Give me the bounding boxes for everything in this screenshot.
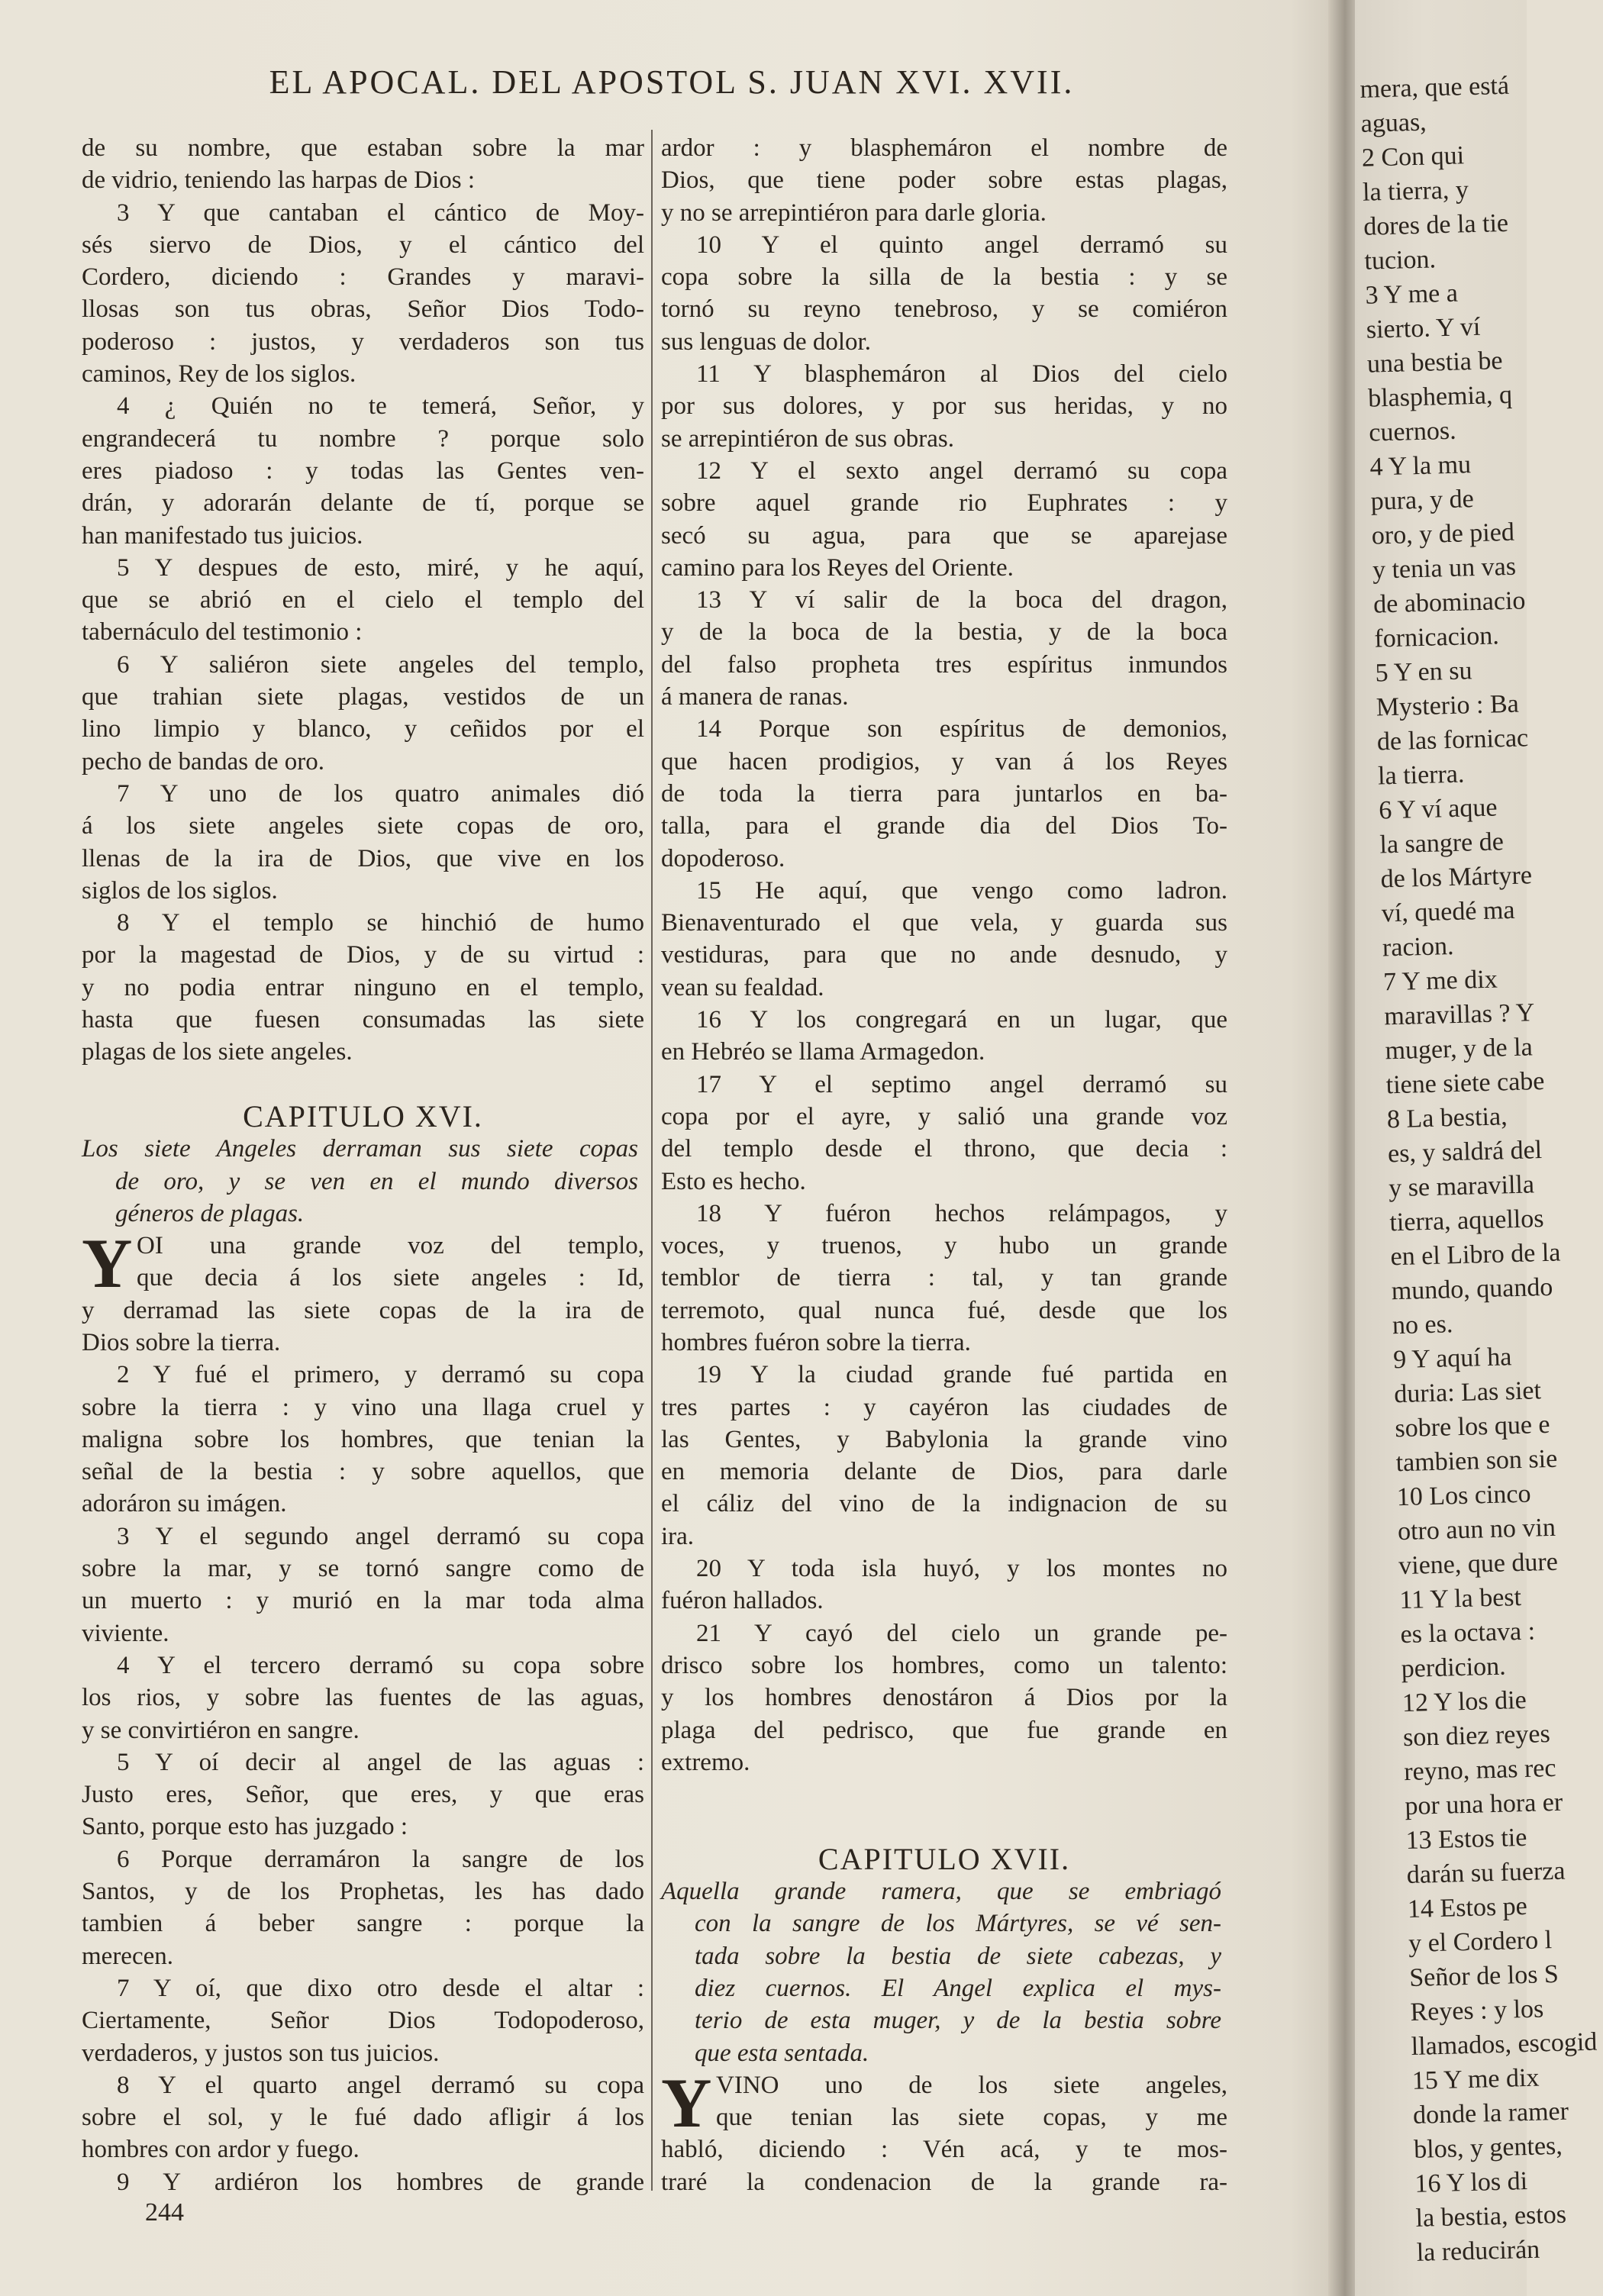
- verse-paragraph: [82, 1359, 644, 1520]
- text-line: eres piadoso : y todas las Gentes ven-: [82, 456, 644, 485]
- text-line: 13 Estos tie: [1405, 1823, 1527, 1856]
- text-line: sobre aquel grande rio Euphrates : y: [661, 489, 1227, 518]
- blank-space: [661, 1778, 1227, 1811]
- book-gutter: [1328, 0, 1359, 2296]
- text-line: Justo eres, Señor, que eres, y que eras: [82, 1781, 644, 1809]
- text-line: sobre la tierra : y vino una llaga cruel y: [82, 1393, 644, 1421]
- verse-paragraph: [82, 1224, 644, 1359]
- text-line: diez cuernos. El Angel explica el mys-: [695, 1974, 1221, 2002]
- verse-paragraph: [661, 455, 1227, 584]
- text-line: de oro, y se ven en el mundo diversos: [115, 1167, 638, 1195]
- text-line: del falso propheta tres espíritus inmundos: [661, 650, 1227, 679]
- text-line: Los siete Angeles derraman sus siete copas: [82, 1135, 638, 1163]
- text-line: y tenia un vas: [1372, 552, 1517, 585]
- text-line: 12 Y el sexto angel derramó su copa: [696, 456, 1227, 485]
- chapter-heading: CAPITULO XVII.: [818, 1841, 1071, 1876]
- text-line: terremoto, qual nunca fué, desde que los: [661, 1296, 1227, 1324]
- text-line: 7 Y uno de los quatro animales dió: [117, 779, 644, 808]
- text-line: 11 Y la best: [1398, 1582, 1522, 1615]
- verse-paragraph: [82, 1843, 644, 1972]
- verse-paragraph: [82, 2166, 644, 2198]
- text-line: drán, y adorarán delante de tí, porque se: [82, 489, 644, 518]
- text-line: voces, y truenos, y hubo un grande: [661, 1232, 1227, 1260]
- page-number: 244: [145, 2198, 184, 2227]
- text-line: 9 Y aquí ha: [1392, 1343, 1512, 1375]
- text-line: 7 Y oí, que dixo otro desde el altar :: [117, 1974, 644, 2002]
- text-line: de abominacio: [1372, 586, 1526, 619]
- text-line: Aquella grande ramera, que se embriagó: [661, 1878, 1221, 1906]
- text-line: y de la boca de la bestia, y de la boca: [661, 618, 1227, 647]
- text-line: 21 Y cayó del cielo un grande pe-: [696, 1619, 1227, 1647]
- verse-paragraph: [661, 1198, 1227, 1359]
- text-line: ira.: [661, 1522, 695, 1550]
- text-line: 3 Y el segundo angel derramó su copa: [117, 1522, 644, 1550]
- text-line: tabernáculo del testimonio :: [82, 618, 363, 647]
- text-line: por una hora er: [1405, 1788, 1563, 1821]
- text-line: copa por el ayre, y salió una grande voz: [661, 1102, 1227, 1130]
- text-line: 2 Y fué el primero, y derramó su copa: [117, 1361, 644, 1389]
- text-line: vestiduras, para que no ande desnudo, y: [661, 941, 1227, 969]
- text-line: tiene siete cabe: [1385, 1066, 1545, 1100]
- text-line: 20 Y toda isla huyó, y los montes no: [696, 1555, 1227, 1583]
- text-line: y derramad las siete copas de la ira de: [82, 1296, 644, 1324]
- verse-paragraph: [661, 875, 1227, 1004]
- text-line: Ciertamente, Señor Dios Todopoderoso,: [82, 2007, 644, 2035]
- verse-paragraph: [661, 1359, 1227, 1553]
- text-line: el cáliz del vino de la indignacion de su: [661, 1490, 1227, 1518]
- verse-paragraph: [82, 1972, 644, 2069]
- text-line: son diez reyes: [1402, 1720, 1551, 1753]
- text-line: ví, quedé ma: [1381, 895, 1515, 928]
- text-line: dopoderoso.: [661, 844, 785, 872]
- text-line: sobre los que e: [1395, 1410, 1550, 1443]
- text-line: fuéron hallados.: [661, 1587, 824, 1615]
- text-line: Señor de los S: [1408, 1959, 1559, 1992]
- verse-paragraph: [82, 197, 644, 391]
- drop-cap: Y: [661, 2063, 712, 2142]
- text-line: por sus dolores, y por sus heridas, y no: [661, 392, 1227, 421]
- text-line: tucion.: [1363, 245, 1437, 276]
- column-rule: [651, 130, 653, 2191]
- text-line: mera, que está: [1359, 71, 1510, 104]
- text-line: que se abrió en el cielo el templo del: [82, 586, 644, 614]
- text-line: pura, y de: [1370, 485, 1475, 516]
- text-line: y el Cordero l: [1408, 1926, 1553, 1958]
- text-line: maligna sobre los hombres, que tenian la: [82, 1425, 644, 1453]
- verse-paragraph: [661, 2063, 1227, 2198]
- text-line: 3 Y que cantaban el cántico de Moy-: [117, 198, 644, 227]
- chapter-heading: CAPITULO XVI.: [243, 1098, 483, 1133]
- verse-paragraph: [82, 132, 644, 197]
- text-line: es la octava :: [1400, 1617, 1536, 1649]
- text-line: mundo, quando: [1391, 1272, 1553, 1306]
- text-line: de toda la tierra para juntarlos en ba-: [661, 779, 1227, 808]
- text-line: Cordero, diciendo : Grandes y maravi-: [82, 263, 644, 292]
- text-line: 5 Y despues de esto, miré, y he aquí,: [117, 553, 644, 582]
- text-line: sus lenguas de dolor.: [661, 327, 871, 356]
- text-line: y no podia entrar ninguno en el templo,: [82, 973, 644, 1001]
- text-line: pecho de bandas de oro.: [82, 747, 324, 776]
- text-line: llenas de la ira de Dios, que vive en los: [82, 844, 644, 872]
- text-line: habló, diciendo : Vén acá, y te mos-: [661, 2136, 1227, 2164]
- text-line: Santos, y de los Prophetas, les has dado: [82, 1878, 644, 1906]
- verse-paragraph: [661, 1553, 1227, 1617]
- text-line: lino limpio y blanco, y ceñidos por el: [82, 715, 644, 743]
- text-line: plagas de los siete angeles.: [82, 1038, 353, 1066]
- chapter-summary: [661, 1875, 1227, 2069]
- text-line: es, y saldrá del: [1387, 1136, 1543, 1169]
- verse-paragraph: [82, 2069, 644, 2166]
- text-line: no es.: [1392, 1310, 1453, 1340]
- text-line: muger, y de la: [1385, 1033, 1534, 1066]
- text-line: géneros de plagas.: [115, 1199, 305, 1227]
- text-line: hombres fuéron sobre la tierra.: [661, 1328, 971, 1356]
- text-line: 4 Y la mu: [1369, 450, 1472, 482]
- verse-paragraph: [661, 1617, 1227, 1778]
- text-line: y los hombres denostáron á Dios por la: [661, 1684, 1227, 1712]
- text-line: siglos de los siglos.: [82, 876, 278, 905]
- text-line: tambien son sie: [1395, 1444, 1558, 1478]
- text-line: 13 Y ví salir de la boca del dragon,: [696, 586, 1227, 614]
- text-line: 8 Y el templo se hinchió de humo: [117, 909, 644, 937]
- text-line: que trahian siete plagas, vestidos de un: [82, 683, 644, 711]
- verse-paragraph: [82, 1520, 644, 1649]
- text-line: blasphemia, q: [1367, 380, 1513, 413]
- text-line: 9 Y ardiéron los hombres de grande: [117, 2168, 644, 2196]
- verse-paragraph: [82, 649, 644, 778]
- text-line: fornicacion.: [1373, 621, 1500, 653]
- text-line: que hacen prodigios, y van á los Reyes: [661, 747, 1227, 776]
- text-line: 17 Y el septimo angel derramó su: [696, 1070, 1227, 1098]
- text-line: Dios sobre la tierra.: [82, 1328, 281, 1356]
- text-line: copa sobre la silla de la bestia : y se: [661, 263, 1227, 292]
- text-line: en Hebréo se llama Armagedon.: [661, 1038, 985, 1066]
- text-line: tambien á beber sangre : porque la: [82, 1910, 644, 1938]
- text-line: 14 Estos pe: [1407, 1891, 1528, 1924]
- text-line: tornó su reyno tenebroso, y se comiéron: [661, 295, 1227, 324]
- text-line: 8 La bestia,: [1386, 1102, 1508, 1134]
- verse-paragraph: [82, 907, 644, 1068]
- text-line: con la sangre de los Mártyres, se vé sen-: [695, 1910, 1221, 1938]
- text-line: caminos, Rey de los siglos.: [82, 360, 356, 389]
- verse-paragraph: [82, 552, 644, 649]
- verse-paragraph: [82, 778, 644, 907]
- text-line: 15 Y me dix: [1411, 2063, 1540, 2095]
- text-line: donde la ramer: [1412, 2097, 1569, 2130]
- text-line: Dios, que tiene poder sobre estas plagas,: [661, 166, 1227, 195]
- text-line: OI una grande voz del templo,: [137, 1232, 644, 1260]
- text-line: de vidrio, teniendo las harpas de Dios :: [82, 166, 476, 195]
- text-line: que tenian las siete copas, y me: [716, 2104, 1227, 2132]
- text-line: de los Mártyre: [1380, 861, 1533, 894]
- text-line: duria: Las siet: [1393, 1376, 1542, 1409]
- text-line: que decia á los siete angeles : Id,: [137, 1264, 644, 1292]
- text-line: cuernos.: [1368, 416, 1457, 447]
- text-line: señal de la bestia : y sobre aquellos, que: [82, 1458, 644, 1486]
- text-line: tada sobre la bestia de siete cabezas, y: [695, 1942, 1221, 1970]
- text-line: los rios, y sobre las fuentes de las aguas,: [82, 1684, 644, 1712]
- facing-page: [1355, 0, 1598, 2296]
- text-line: VINO uno de los siete angeles,: [716, 2071, 1227, 2099]
- text-line: viene, que dure: [1398, 1547, 1559, 1581]
- text-line: 7 Y me dix: [1382, 965, 1498, 997]
- text-line: talla, para el grande dia del Dios To-: [661, 812, 1227, 840]
- verse-paragraph: [661, 584, 1227, 713]
- verse-paragraph: [82, 1746, 644, 1843]
- text-line: terio de esta muger, y de la bestia sobre: [695, 2007, 1221, 2035]
- running-title: EL APOCAL. DEL APOSTOL S. JUAN XVI. XVII.: [269, 63, 1075, 101]
- text-line: aguas,: [1360, 108, 1427, 138]
- blank-space: [82, 1069, 644, 1101]
- text-line: otro aun no vin: [1397, 1513, 1556, 1546]
- drop-cap: Y: [82, 1224, 133, 1303]
- text-line: la bestia, estos: [1415, 2200, 1567, 2233]
- text-line: una bestia be: [1366, 347, 1503, 379]
- text-line: sés siervo de Dios, y el cántico del: [82, 231, 644, 259]
- text-line: 4 Y el tercero derramó su copa sobre: [117, 1651, 644, 1679]
- text-line: Santo, porque esto has juzgado :: [82, 1813, 408, 1841]
- text-line: 4 ¿ Quién no te temerá, Señor, y: [117, 392, 644, 421]
- text-line: 19 Y la ciudad grande fué partida en: [696, 1361, 1227, 1389]
- text-line: á manera de ranas.: [661, 683, 849, 711]
- verse-paragraph: [661, 132, 1227, 229]
- text-line: de su nombre, que estaban sobre la mar: [82, 134, 644, 162]
- chapter-summary: [82, 1133, 644, 1230]
- text-line: engrandecerá tu nombre ? porque solo: [82, 424, 644, 453]
- text-line: 6 Y ví aque: [1378, 793, 1498, 825]
- text-line: racion.: [1382, 932, 1454, 963]
- text-line: 12 Y los die: [1401, 1685, 1527, 1718]
- text-line: llamados, escogid: [1411, 2027, 1598, 2061]
- text-line: sierto. Y ví: [1366, 312, 1481, 344]
- left-column: [82, 132, 644, 2198]
- text-line: de las fornicac: [1376, 724, 1529, 756]
- text-line: viviente.: [82, 1619, 169, 1647]
- text-line: adoráron su imágen.: [82, 1490, 287, 1518]
- text-line: 2 Con qui: [1361, 141, 1465, 173]
- text-line: 10 Los cinco: [1396, 1479, 1531, 1512]
- text-line: 10 Y el quinto angel derramó su: [696, 231, 1227, 259]
- text-line: plaga del pedrisco, que fue grande en: [661, 1716, 1227, 1744]
- blank-space: [661, 1811, 1227, 1843]
- text-line: poderoso : justos, y verdaderos son tus: [82, 327, 644, 356]
- text-line: verdaderos, y justos son tus juicios.: [82, 2039, 440, 2067]
- text-line: un muerto : y murió en la mar toda alma: [82, 1587, 644, 1615]
- verse-paragraph: [82, 1649, 644, 1746]
- text-line: tres partes : y cayéron las ciudades de: [661, 1393, 1227, 1421]
- text-line: darán su fuerza: [1406, 1856, 1566, 1890]
- text-line: camino para los Reyes del Oriente.: [661, 553, 1014, 582]
- text-line: oro, y de pied: [1371, 518, 1515, 550]
- text-line: tierra, aquellos: [1389, 1204, 1544, 1237]
- text-line: que esta sentada.: [695, 2039, 869, 2067]
- text-line: secó su agua, para que se aparejase: [661, 521, 1227, 550]
- verse-paragraph: [661, 1069, 1227, 1198]
- text-line: han manifestado tus juicios.: [82, 521, 363, 550]
- text-line: 6 Porque derramáron la sangre de los: [117, 1845, 644, 1873]
- text-line: 14 Porque son espíritus de demonios,: [696, 715, 1227, 743]
- text-line: en memoria delante de Dios, para darle: [661, 1458, 1227, 1486]
- text-line: 18 Y fuéron hechos relámpagos, y: [696, 1199, 1227, 1227]
- text-line: extremo.: [661, 1748, 750, 1776]
- text-line: sobre el sol, y le fué dado afligir á los: [82, 2104, 644, 2132]
- text-line: 16 Y los congregará en un lugar, que: [696, 1006, 1227, 1034]
- text-line: la tierra.: [1377, 759, 1465, 791]
- text-line: Mysterio : Ba: [1376, 689, 1520, 722]
- text-line: Bienaventurado el que vela, y guarda sus: [661, 909, 1227, 937]
- text-line: vean su fealdad.: [661, 973, 824, 1001]
- text-line: ardor : y blasphemáron el nombre de: [661, 134, 1227, 162]
- text-line: la reducirán: [1416, 2235, 1540, 2267]
- text-line: blos, y gentes,: [1413, 2131, 1563, 2164]
- verse-paragraph: [661, 1004, 1227, 1069]
- text-line: dores de la tie: [1363, 208, 1509, 241]
- text-line: reyno, mas rec: [1403, 1753, 1556, 1787]
- text-line: perdicion.: [1401, 1652, 1507, 1684]
- text-line: en el Libro de la: [1390, 1238, 1561, 1272]
- text-line: hombres con ardor y fuego.: [82, 2136, 360, 2164]
- text-line: hasta que fuesen consumadas las siete: [82, 1006, 644, 1034]
- text-line: sobre la mar, y se tornó sangre como de: [82, 1555, 644, 1583]
- text-line: llosas son tus obras, Señor Dios Todo-: [82, 295, 644, 324]
- verse-paragraph: [82, 390, 644, 551]
- right-column: [661, 132, 1227, 2198]
- text-line: merecen.: [82, 1942, 173, 1970]
- text-line: y se convirtiéron en sangre.: [82, 1716, 360, 1744]
- text-line: 15 He aquí, que vengo como ladron.: [696, 876, 1227, 905]
- text-line: y se maravilla: [1388, 1170, 1535, 1203]
- verse-paragraph: [661, 358, 1227, 455]
- verse-paragraph: [661, 229, 1227, 358]
- text-line: por la magestad de Dios, y de su virtud :: [82, 941, 644, 969]
- text-line: traré la condenacion de la grande ra-: [661, 2168, 1227, 2196]
- text-line: á los siete angeles siete copas de oro,: [82, 812, 644, 840]
- text-line: del templo desde el throno, que decia :: [661, 1135, 1227, 1163]
- text-line: las Gentes, y Babylonia la grande vino: [661, 1425, 1227, 1453]
- text-line: 5 Y en su: [1375, 656, 1472, 688]
- text-line: Esto es hecho.: [661, 1167, 806, 1195]
- facing-page-text: [1355, 67, 1603, 2270]
- text-line: 16 Y los di: [1414, 2167, 1528, 2198]
- text-line: drisco sobre los hombres, como un talento:: [661, 1651, 1227, 1679]
- text-line: maravillas ? Y: [1383, 998, 1535, 1031]
- verse-paragraph: [661, 713, 1227, 874]
- text-line: Reyes : y los: [1410, 1994, 1544, 2027]
- text-line: temblor de tierra : tal, y tan grande: [661, 1264, 1227, 1292]
- text-line: se arrepintiéron de sus obras.: [661, 424, 954, 453]
- text-line: 5 Y oí decir al angel de las aguas :: [117, 1748, 644, 1776]
- text-line: y no se arrepintiéron para darle gloria.: [661, 198, 1047, 227]
- text-line: 6 Y saliéron siete angeles del templo,: [117, 650, 644, 679]
- text-line: 11 Y blasphemáron al Dios del cielo: [696, 360, 1227, 389]
- text-line: 8 Y el quarto angel derramó su copa: [117, 2071, 644, 2099]
- text-line: la sangre de: [1379, 827, 1505, 859]
- text-line: la tierra, y: [1362, 176, 1469, 207]
- text-line: 3 Y me a: [1365, 279, 1459, 310]
